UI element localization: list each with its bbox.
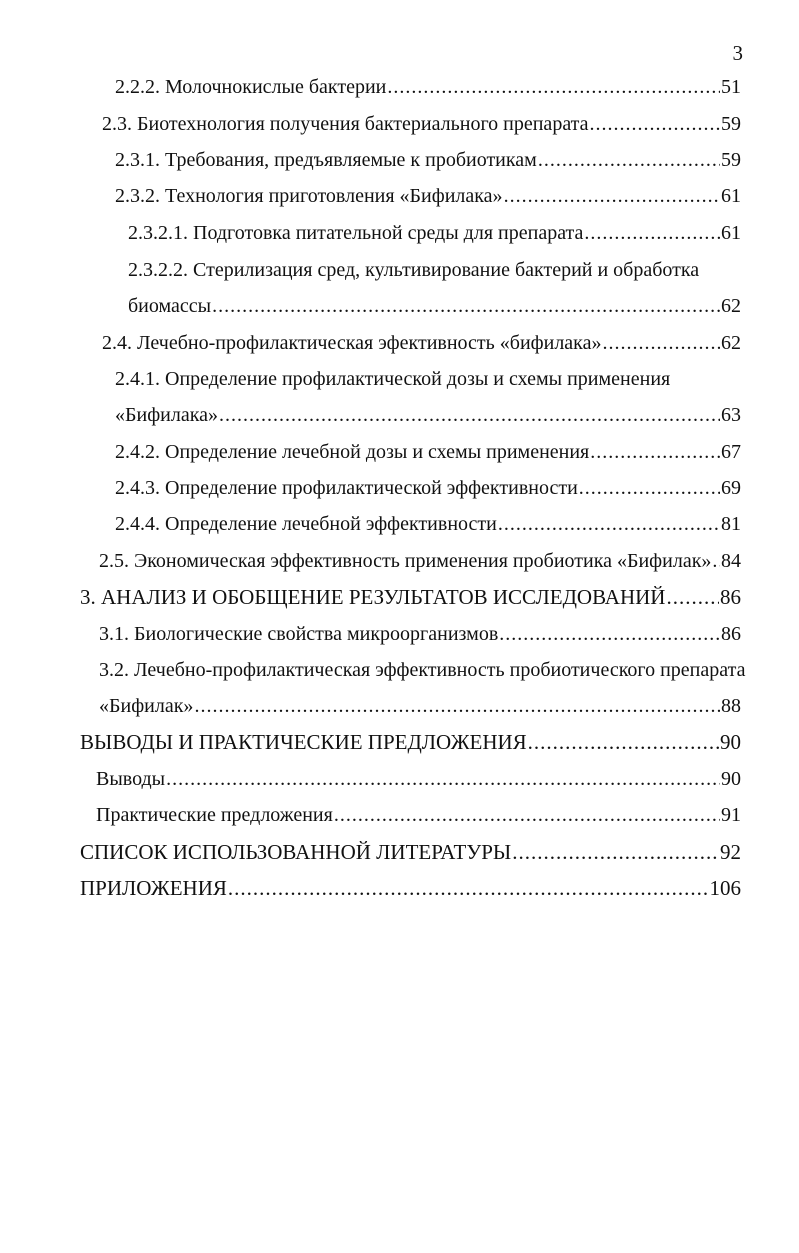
toc-entry-page: 92 [720, 840, 741, 864]
toc-entry[interactable] [80, 875, 741, 901]
toc-leader-dots [528, 729, 719, 755]
toc-leader-dots [334, 802, 720, 828]
toc-leader-dots [228, 875, 709, 901]
toc-entry[interactable] [115, 74, 741, 100]
toc-entry-page: 61 [721, 185, 741, 207]
toc-entry[interactable] [96, 802, 741, 828]
toc-entry-title: 2.3.2.1. Подготовка питательной среды для препарата [128, 222, 584, 244]
toc-leader-dots [219, 402, 720, 428]
toc-entry[interactable] [99, 548, 741, 574]
toc-leader-dots [387, 74, 720, 100]
toc-entry-title: 2.2.2. Молочнокислые бактерии [115, 76, 387, 98]
toc-entry-page: 86 [720, 585, 741, 609]
toc-entry-page: 61 [721, 222, 741, 244]
toc-entry-page: 106 [709, 876, 741, 900]
toc-entry-title: 2.3.1. Требования, предъявляемые к пробиотикам [115, 149, 537, 171]
toc-entry[interactable] [80, 584, 741, 610]
toc-entry[interactable] [96, 766, 741, 792]
toc-leader-dots [512, 839, 719, 865]
toc-leader-dots [590, 439, 720, 465]
toc-entry-page: 59 [721, 113, 741, 135]
toc-entry[interactable] [128, 220, 741, 246]
toc-entry-title: Выводы [96, 768, 166, 790]
toc-entry-page: 86 [721, 623, 741, 645]
toc-entry[interactable] [115, 439, 741, 465]
toc-entry-title: 2.4.2. Определение лечебной дозы и схемы применения [115, 441, 590, 463]
toc-entry-title: Практические предложения [96, 804, 333, 826]
toc-entry-page: 88 [721, 695, 741, 717]
toc-entry-title-line[interactable]: 3.2. Лечебно-профилактическая эффективность пробиотического препарата [99, 659, 746, 681]
toc-entry[interactable] [115, 147, 741, 173]
toc-entry-page: 62 [721, 295, 741, 317]
toc-entry-title: 2.3.2. Технология приготовления «Бифилака» [115, 185, 503, 207]
toc-leader-dots [602, 330, 720, 356]
toc-entry-title-line[interactable]: 2.3.2.2. Стерилизация сред, культивирование бактерий и обработка [128, 259, 700, 281]
toc-entry-page: 90 [720, 730, 741, 754]
toc-entry-page: 62 [721, 332, 741, 354]
toc-entry-page: 59 [721, 149, 741, 171]
toc-entry-title: 2.5. Экономическая эффективность применения пробиотика «Бифилак» [99, 550, 712, 572]
toc-entry[interactable] [102, 330, 741, 356]
toc-leader-dots [584, 220, 720, 246]
toc-entry-page: 67 [721, 441, 741, 463]
toc-entry-title: 2.4.4. Определение лечебной эффективности [115, 513, 497, 535]
toc-entry-title: «Бифилака» [115, 404, 218, 426]
toc-leader-dots [504, 183, 720, 209]
toc-entry-title: СПИСОК ИСПОЛЬЗОВАННОЙ ЛИТЕРАТУРЫ [80, 840, 512, 864]
toc-entry[interactable] [115, 402, 741, 428]
toc-entry-title: 2.4.3. Определение профилактической эффективности [115, 477, 578, 499]
toc-entry[interactable] [102, 111, 741, 137]
toc-entry-page: 63 [721, 404, 741, 426]
toc-entry-title: 3.1. Биологические свойства микроорганизмов [99, 623, 499, 645]
toc-entry[interactable] [115, 475, 741, 501]
toc-entry-page: 69 [721, 477, 741, 499]
toc-leader-dots [498, 511, 720, 537]
toc-entry-page: 91 [721, 804, 741, 826]
toc-entry-page: 90 [721, 768, 741, 790]
toc-entry[interactable] [80, 729, 741, 755]
toc-entry-title: ВЫВОДЫ И ПРАКТИЧЕСКИЕ ПРЕДЛОЖЕНИЯ [80, 730, 527, 754]
toc-leader-dots [712, 548, 720, 574]
toc-entry-title: «Бифилак» [99, 695, 194, 717]
toc-entry-title-line[interactable]: 2.4.1. Определение профилактической дозы и схемы применения [115, 368, 671, 390]
page-number: 3 [732, 41, 743, 65]
toc-entry-title: биомассы [128, 295, 212, 317]
toc-leader-dots [166, 766, 720, 792]
toc-entry[interactable] [128, 293, 741, 319]
toc-entry[interactable] [99, 621, 741, 647]
toc-entry-title: ПРИЛОЖЕНИЯ [80, 876, 227, 900]
toc-leader-dots [538, 147, 720, 173]
toc-entry-page: 84 [721, 550, 741, 572]
toc-leader-dots [666, 584, 719, 610]
toc-entry[interactable] [115, 183, 741, 209]
toc-leader-dots [579, 475, 720, 501]
toc-leader-dots [499, 621, 720, 647]
toc-entry-title: 2.3. Биотехнология получения бактериального препарата [102, 113, 589, 135]
toc-entry-title: 3. АНАЛИЗ И ОБОБЩЕНИЕ РЕЗУЛЬТАТОВ ИССЛЕДОВАНИЙ [80, 585, 666, 609]
toc-entry[interactable] [99, 693, 741, 719]
toc-entry-title: 2.4. Лечебно-профилактическая эфективность «бифилака» [102, 332, 602, 354]
toc-entry-page: 51 [721, 76, 741, 98]
toc-entry[interactable] [80, 839, 741, 865]
toc-leader-dots [212, 293, 720, 319]
toc-leader-dots [590, 111, 720, 137]
toc-entry-page: 81 [721, 513, 741, 535]
toc-leader-dots [194, 693, 720, 719]
toc-entry[interactable] [115, 511, 741, 537]
